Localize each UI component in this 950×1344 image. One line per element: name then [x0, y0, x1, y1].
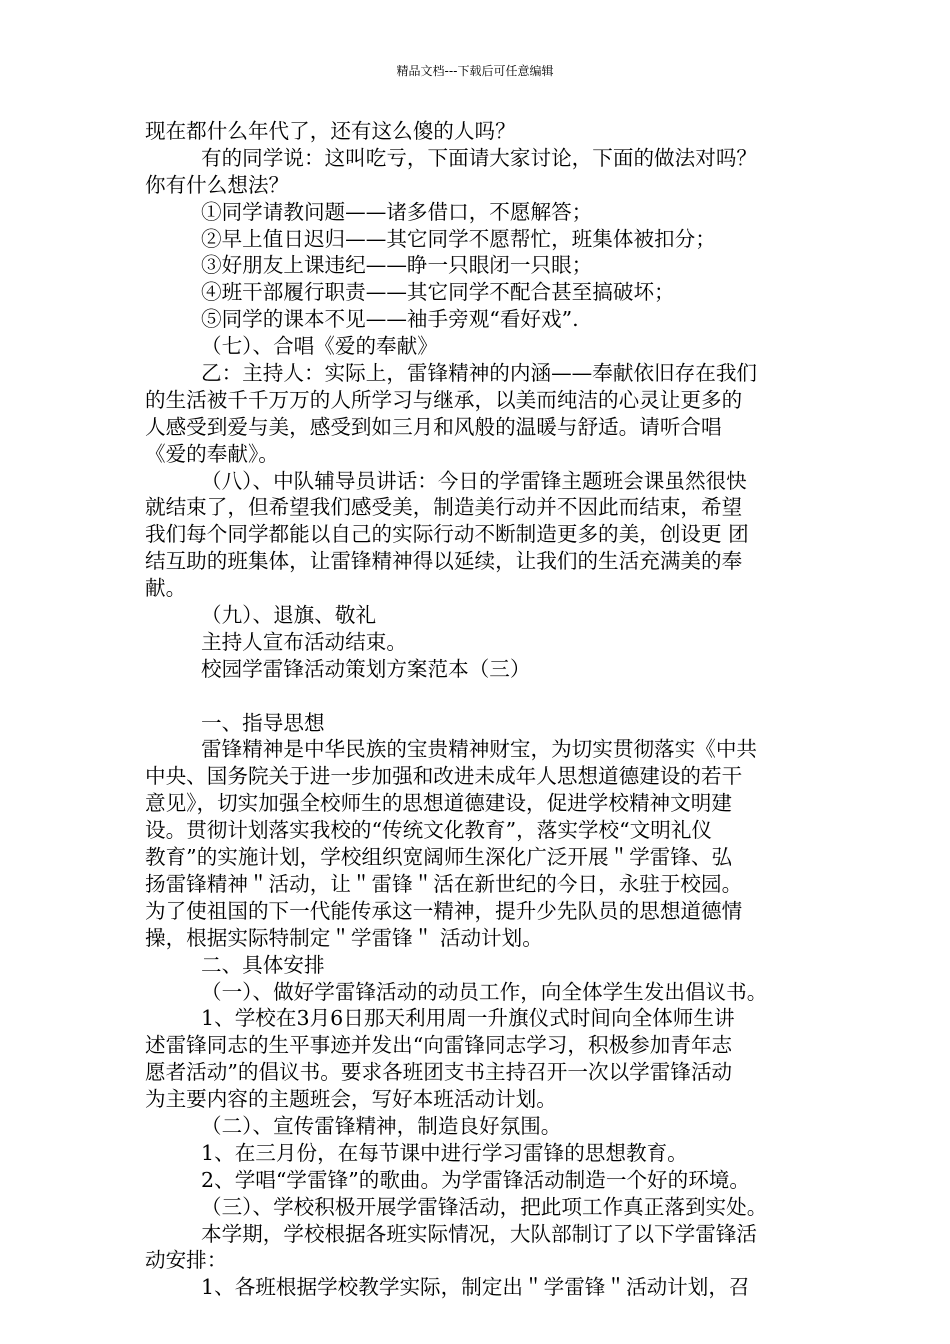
text-line: 述雷锋同志的生平事迹并发出“向雷锋同志学习，积极参加青年志	[145, 1033, 733, 1058]
text-line: ⑤同学的课本不见——袖手旁观“看好戏”.	[201, 307, 579, 332]
text-line: ①同学请教问题——诸多借口，不愿解答；	[201, 199, 593, 224]
text-line: 二、具体安排	[201, 952, 325, 977]
text-line: 你有什么想法？	[145, 172, 290, 197]
text-line: 人感受到爱与美，感受到如三月和风般的温暖与舒适。请听合唱	[145, 414, 722, 439]
text-line: （九）、退旗、敬礼	[201, 603, 377, 628]
text-line: 2、学唱“学雷锋”的歌曲。为学雷锋活动制造一个好的环境。	[201, 1167, 750, 1192]
text-line: （二）、宣传雷锋精神，制造良好氛围。	[201, 1113, 562, 1138]
text-line: （八）、中队辅导员讲话：今日的学雷锋主题班会课虽然很快	[201, 468, 747, 493]
blank-line	[145, 683, 815, 710]
text-line: ④班干部履行职责——其它同学不配合甚至搞破坏；	[201, 280, 675, 305]
text-line: 一、指导思想	[201, 710, 325, 735]
text-line: 为了使祖国的下一代能传承这一精神，提升少先队员的思想道德情	[145, 898, 743, 923]
text-line: （三）、学校积极开展学雷锋活动，把此项工作真正落到实处。	[201, 1194, 768, 1219]
page-header: 精品文档---下载后可任意编辑	[396, 64, 554, 78]
text-line: ②早上值日迟归——其它同学不愿帮忙，班集体被扣分；	[201, 226, 716, 251]
text-line: 设。贯彻计划落实我校的“传统文化教育”，落实学校“文明礼仪	[145, 818, 713, 843]
text-line: 校园学雷锋活动策划方案范本（三）	[201, 656, 531, 681]
text-line: 雷锋精神是中华民族的宝贵精神财宝，为切实贯彻落实《中共	[201, 737, 758, 762]
text-line: 为主要内容的主题班会，写好本班活动计划。	[145, 1087, 557, 1112]
text-line: 乙：主持人：实际上，雷锋精神的内涵——奉献依旧存在我们	[201, 361, 758, 386]
text-line: 1、在三月份，在每节课中进行学习雷锋的思想教育。	[201, 1140, 688, 1165]
text-line: 扬雷锋精神＂活动，让＂雷锋＂活在新世纪的今日，永驻于校园。	[145, 871, 743, 896]
text-line: ③好朋友上课违纪——睁一只眼闭一只眼；	[201, 253, 593, 278]
text-line: 意见》，切实加强全校师生的思想道德建设，促进学校精神文明建	[145, 791, 732, 816]
text-line: 教育”的实施计划，学校组织宽阔师生深化广泛开展＂学雷锋、弘	[145, 845, 733, 870]
text-line: 1、学校在3月6日那天利用周一升旗仪式时间向全体师生讲	[201, 1006, 735, 1031]
text-line: 动安排：	[145, 1248, 228, 1273]
text-line: 《爱的奉献》。	[145, 441, 279, 466]
text-line: 主持人宣布活动结束。	[201, 629, 407, 654]
text-line: 操，根据实际特制定＂学雷锋＂ 活动计划。	[145, 925, 543, 950]
text-line: 我们每个同学都能以自己的实际行动不断制造更多的美，创设更 团	[145, 522, 749, 547]
text-line: 就结束了，但希望我们感受美，制造美行动并不因此而结束，希望	[145, 495, 743, 520]
text-line: 的生活被千千万万的人所学习与继承，以美而纯洁的心灵让更多的	[145, 387, 743, 412]
text-line: 有的同学说：这叫吃亏，下面请大家讨论，下面的做法对吗？	[201, 145, 758, 170]
text-line: 献。	[145, 576, 187, 601]
text-line: 愿者活动”的倡议书。要求各班团支书主持召开一次以学雷锋活动	[145, 1060, 733, 1085]
text-line: （一）、做好学雷锋活动的动员工作，向全体学生发出倡议书。	[201, 979, 768, 1004]
text-line: （七）、合唱《爱的奉献》	[201, 334, 438, 359]
text-line: 结互助的班集体，让雷锋精神得以延续，让我们的生活充满美的奉	[145, 549, 743, 574]
text-line: 1、各班根据学校教学实际，制定出＂学雷锋＂活动计划，召	[201, 1275, 750, 1300]
text-line: 本学期，学校根据各班实际情况，大队部制订了以下学雷锋活	[201, 1221, 758, 1246]
text-line: 中央、国务院关于进一步加强和改进未成年人思想道德建设的若干	[145, 764, 743, 789]
text-line: 现在都什么年代了，还有这么傻的人吗？	[145, 119, 516, 143]
document-body	[145, 118, 815, 1301]
